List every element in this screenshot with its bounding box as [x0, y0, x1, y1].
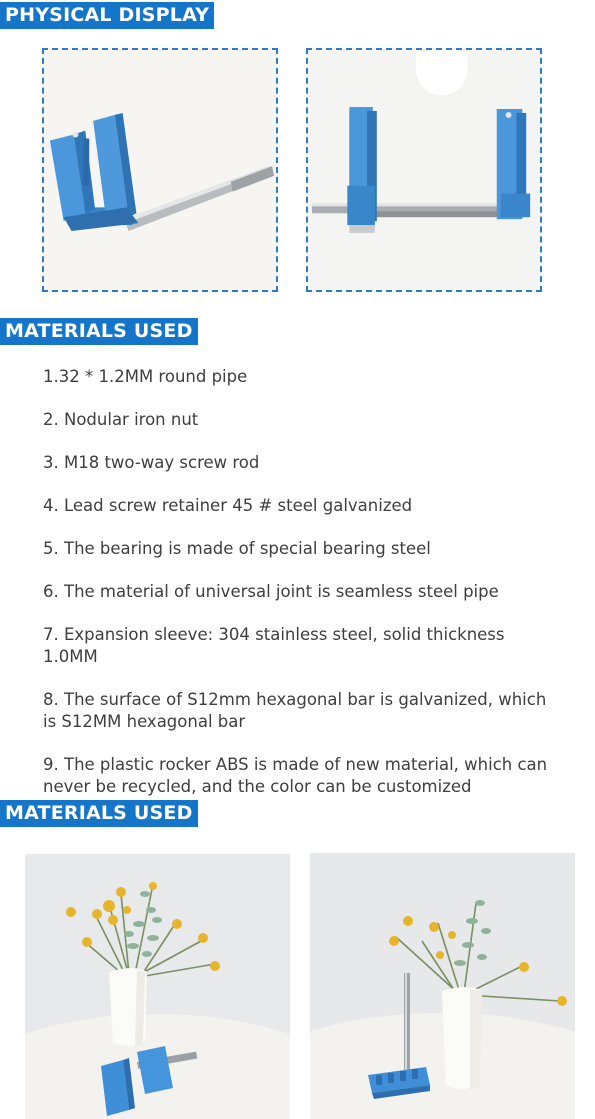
section-title-physical-display: PHYSICAL DISPLAY [0, 2, 214, 29]
list-item: 2. Nodular iron nut [43, 410, 199, 429]
section-title-materials-used: MATERIALS USED [0, 318, 198, 345]
list-item: 4. Lead screw retainer 45 # steel galvanized [43, 496, 413, 515]
tool-extended-photo-icon [308, 50, 540, 290]
product-photo-vase-standing [310, 853, 575, 1119]
tool-closed-photo-icon [44, 50, 276, 290]
product-photo-extended [306, 48, 542, 292]
section-title-materials-used-2: MATERIALS USED [0, 800, 198, 827]
product-photo-closed [42, 48, 278, 292]
product-photo-vase-lying [25, 854, 290, 1119]
list-item: 5. The bearing is made of special bearing steel [43, 539, 431, 558]
list-item: 6. The material of universal joint is seamless steel pipe [43, 582, 499, 601]
list-item: 1.32 * 1.2MM round pipe [43, 367, 248, 386]
list-item: 3. M18 two-way screw rod [43, 453, 260, 472]
materials-list [43, 366, 563, 819]
list-item: 8. The surface of S12mm hexagonal bar is galvanized, which is S12MM hexagonal bar [43, 690, 547, 731]
tool-with-vase-photo-icon [25, 854, 290, 1119]
tool-standing-vase-photo-icon [310, 853, 575, 1119]
list-item: 9. The plastic rocker ABS is made of new material, which can never be recycled, and the color can be customized [43, 755, 548, 796]
list-item: 7. Expansion sleeve: 304 stainless steel, solid thickness 1.0MM [43, 625, 505, 666]
